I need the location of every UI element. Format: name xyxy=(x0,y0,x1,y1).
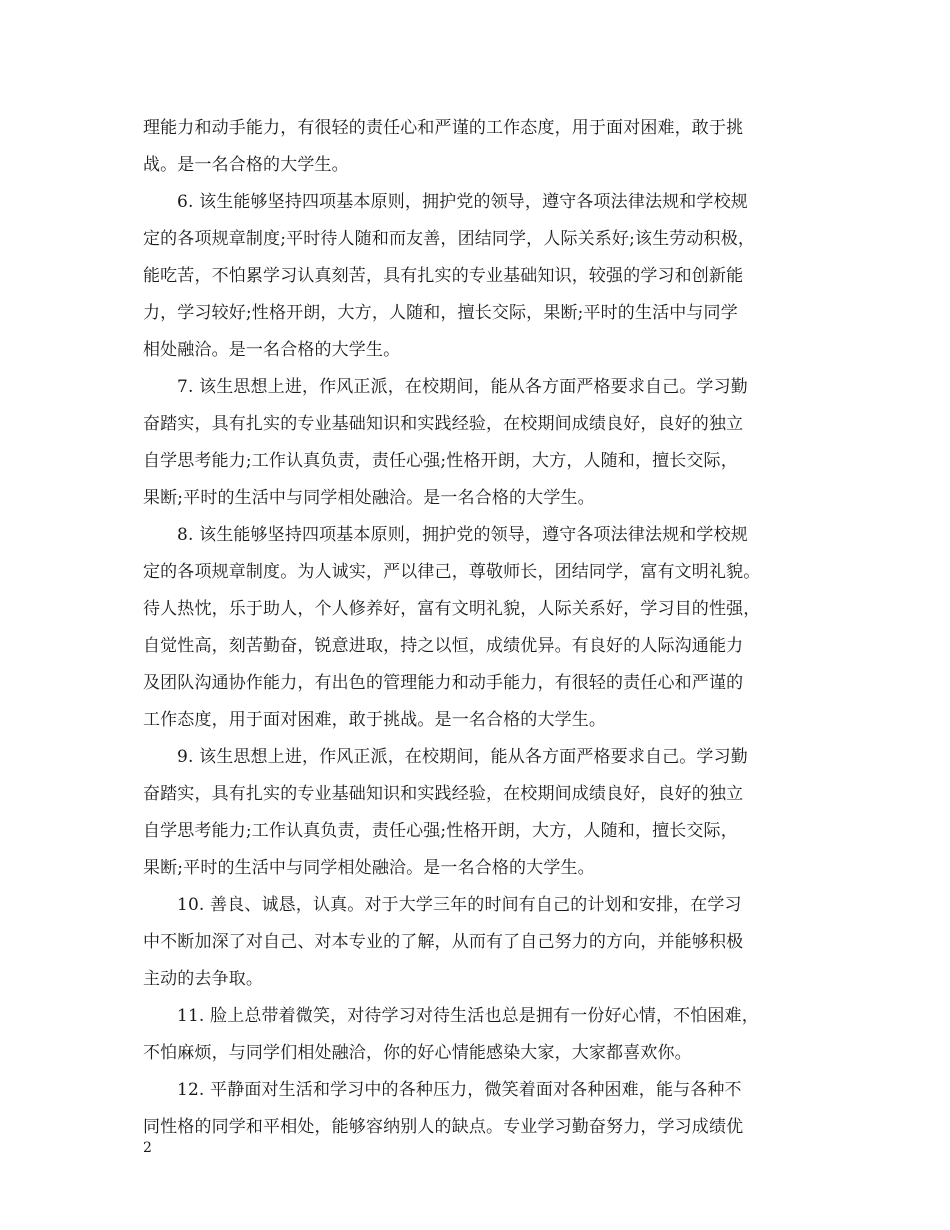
text-line: 中不断加深了对自己、对本专业的了解，从而有了自己努力的方向，并能够积极 xyxy=(143,932,744,952)
paragraph-start-line: 8. 该生能够坚持四项基本原则，拥护党的领导，遵守各项法律法规和学校规 xyxy=(177,525,748,545)
text-line: 力，学习较好;性格开朗，大方，人随和，擅长交际，果断;平时的生活中与同学 xyxy=(143,303,738,323)
text-line: 主动的去争取。 xyxy=(143,969,264,989)
text-line: 自学思考能力;工作认真负责，责任心强;性格开朗，大方，人随和，擅长交际， xyxy=(143,451,738,471)
text-line: 定的各项规章制度;平时待人随和而友善，团结同学，人际关系好;该生劳动积极， xyxy=(143,229,756,249)
text-line: 果断;平时的生活中与同学相处融洽。是一名合格的大学生。 xyxy=(143,858,595,878)
text-line: 相处融洽。是一名合格的大学生。 xyxy=(143,340,401,360)
text-line: 定的各项规章制度。为人诚实，严以律己，尊敬师长，团结同学，富有文明礼貌。 xyxy=(143,562,761,582)
paragraph-start-line: 7. 该生思想上进，作风正派，在校期间，能从各方面严格要求自己。学习勤 xyxy=(177,377,748,397)
paragraph-start-line: 11. 脸上总带着微笑，对待学习对待生活也总是拥有一份好心情，不怕困难， xyxy=(177,1006,759,1026)
page-number: 2 xyxy=(143,1140,152,1156)
text-line: 待人热忱，乐于助人，个人修养好，富有文明礼貌，人际关系好，学习目的性强， xyxy=(143,599,761,619)
paragraph-start-line: 12. 平静面对生活和学习中的各种压力，微笑着面对各种困难，能与各种不 xyxy=(177,1080,742,1100)
text-line: 及团队沟通协作能力，有出色的管理能力和动手能力，有很轻的责任心和严谨的 xyxy=(143,673,744,693)
paragraph-start-line: 10. 善良、诚恳，认真。对于大学三年的时间有自己的计划和安排，在学习 xyxy=(177,895,742,915)
text-line: 奋踏实，具有扎实的专业基础知识和实践经验，在校期间成绩良好，良好的独立 xyxy=(143,784,744,804)
text-line: 自觉性高，刻苦勤奋，锐意进取，持之以恒，成绩优异。有良好的人际沟通能力 xyxy=(143,636,744,656)
paragraph-start-line: 9. 该生思想上进，作风正派，在校期间，能从各方面严格要求自己。学习勤 xyxy=(177,747,748,767)
text-line: 能吃苦，不怕累学习认真刻苦，具有扎实的专业基础知识，较强的学习和创新能 xyxy=(143,266,744,286)
text-line: 不怕麻烦，与同学们相处融洽，你的好心情能感染大家，大家都喜欢你。 xyxy=(143,1043,692,1063)
text-line: 果断;平时的生活中与同学相处融洽。是一名合格的大学生。 xyxy=(143,488,595,508)
paragraph-start-line: 6. 该生能够坚持四项基本原则，拥护党的领导，遵守各项法律法规和学校规 xyxy=(177,192,748,212)
text-line: 战。是一名合格的大学生。 xyxy=(143,155,349,175)
text-line: 工作态度，用于面对困难，敢于挑战。是一名合格的大学生。 xyxy=(143,710,607,730)
text-line: 同性格的同学和平相处，能够容纳别人的缺点。专业学习勤奋努力，学习成绩优 xyxy=(143,1117,744,1137)
text-line: 奋踏实，具有扎实的专业基础知识和实践经验，在校期间成绩良好，良好的独立 xyxy=(143,414,744,434)
text-line: 自学思考能力;工作认真负责，责任心强;性格开朗，大方，人随和，擅长交际， xyxy=(143,821,738,841)
text-line: 理能力和动手能力，有很轻的责任心和严谨的工作态度，用于面对困难，敢于挑 xyxy=(143,118,744,138)
